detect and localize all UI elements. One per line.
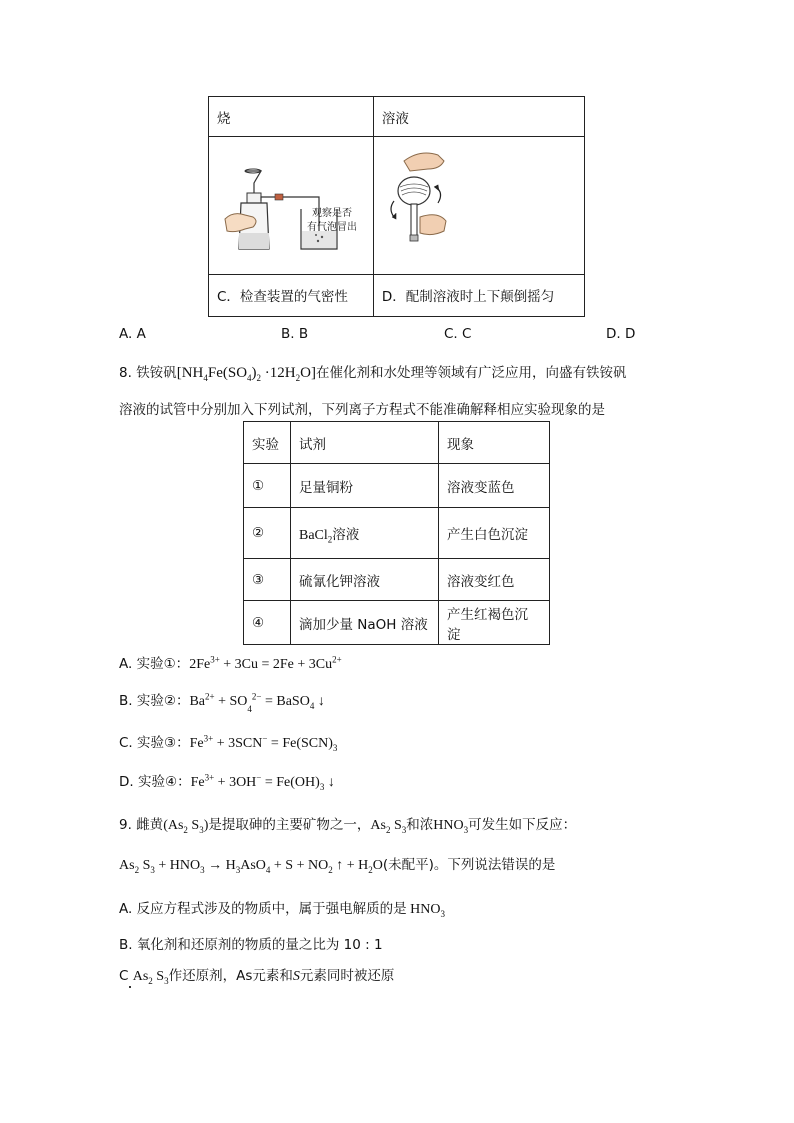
q8-formula: $[NH_4Fe(SO_4)_2 \cdot 12H_2O]$ [176, 365, 316, 383]
q8-number: 8. [119, 365, 132, 381]
q9-option-c[interactable]: C $As_2$ $S_3$作还原剂，As元素和S元素同时被还原 [119, 968, 395, 986]
q8-experiment-table [243, 421, 550, 645]
apparatus-header-left: 烧 [209, 97, 374, 137]
q8-lead: 铁铵矾 [136, 365, 177, 381]
q8-col-experiment: 实验 [244, 422, 291, 464]
q7-option-b[interactable]: B. B [281, 326, 309, 342]
volumetric-flask-hands-illustration [384, 147, 464, 267]
table-row: ③ 硫氰化钾溶液 溶液变红色 [244, 559, 550, 601]
table-row: ④ 滴加少量 NaOH 溶液 产生红褐色沉淀 [244, 601, 550, 645]
q8-stem-line2: 溶液的试管中分别加入下列试剂，下列离子方程式不能准确解释相应实验现象的是 [119, 402, 605, 418]
apparatus-header-right: 溶液 [373, 97, 584, 137]
apparatus-table [208, 96, 585, 317]
q9-option-b[interactable]: B. 氧化剂和还原剂的物质的量之比为 10 : 1 [119, 937, 383, 953]
airtightness-caption-1: 观察是否 [312, 208, 352, 220]
table-row: ① 足量铜粉 溶液变蓝色 [244, 464, 550, 508]
q7-option-d[interactable]: D. D [606, 326, 636, 342]
flask-invert-figure [373, 137, 584, 275]
q8-option-b[interactable]: B. 实验②：$Ba^{2+} + SO_4^{2-}$ = BaSO$_4$ ↓ [119, 691, 325, 714]
q8-option-c[interactable]: C. 实验③：$Fe^{3+} + 3SCN^- = Fe(SCN)_3$ [119, 733, 338, 753]
q8-col-phenomenon: 现象 [439, 422, 550, 464]
stray-dot [129, 986, 131, 988]
q9-reaction: $As_2$ $S_3 + HNO_3 \to H_3AsO_4 + S + NO_2$ ↑ + $H_2O$(未配平)。下列说法错误的是 [119, 857, 556, 875]
q7-options [0, 326, 794, 344]
table-row: ② BaCl$_2$溶液 产生白色沉淀 [244, 508, 550, 559]
q9-stem-line1: 9. 雌黄($As_2$ $S_3$)是提取砷的主要矿物之一，$As_2$ $S_3$和浓$HNO_3$可发生如下反应： [119, 817, 577, 835]
q8-text1: 在催化剂和水处理等领域有广泛应用，向盛有铁铵矾 [315, 365, 627, 381]
q8-option-d[interactable]: D. 实验④：$Fe^{3+} + 3OH^- = Fe(OH)_3$ ↓ [119, 772, 335, 792]
q7-option-c[interactable]: C. C [444, 326, 472, 342]
caption-c: C．检查装置的气密性 [209, 274, 374, 316]
q9-option-a[interactable]: A. 反应方程式涉及的物质中，属于强电解质的是 $HNO_3$ [119, 901, 445, 919]
airtightness-caption-2: 有气泡冒出 [307, 222, 357, 234]
caption-d: D．配制溶液时上下颠倒摇匀 [373, 274, 584, 316]
q7-option-a[interactable]: A. A [119, 326, 146, 342]
airtightness-check-figure [209, 137, 374, 275]
q8-stem-line1 [119, 361, 626, 382]
q8-col-reagent: 试剂 [291, 422, 439, 464]
q8-option-a[interactable]: A. 实验①：$2Fe^{3+} + 3Cu = 2Fe + 3Cu^{2+}$ [119, 654, 342, 672]
